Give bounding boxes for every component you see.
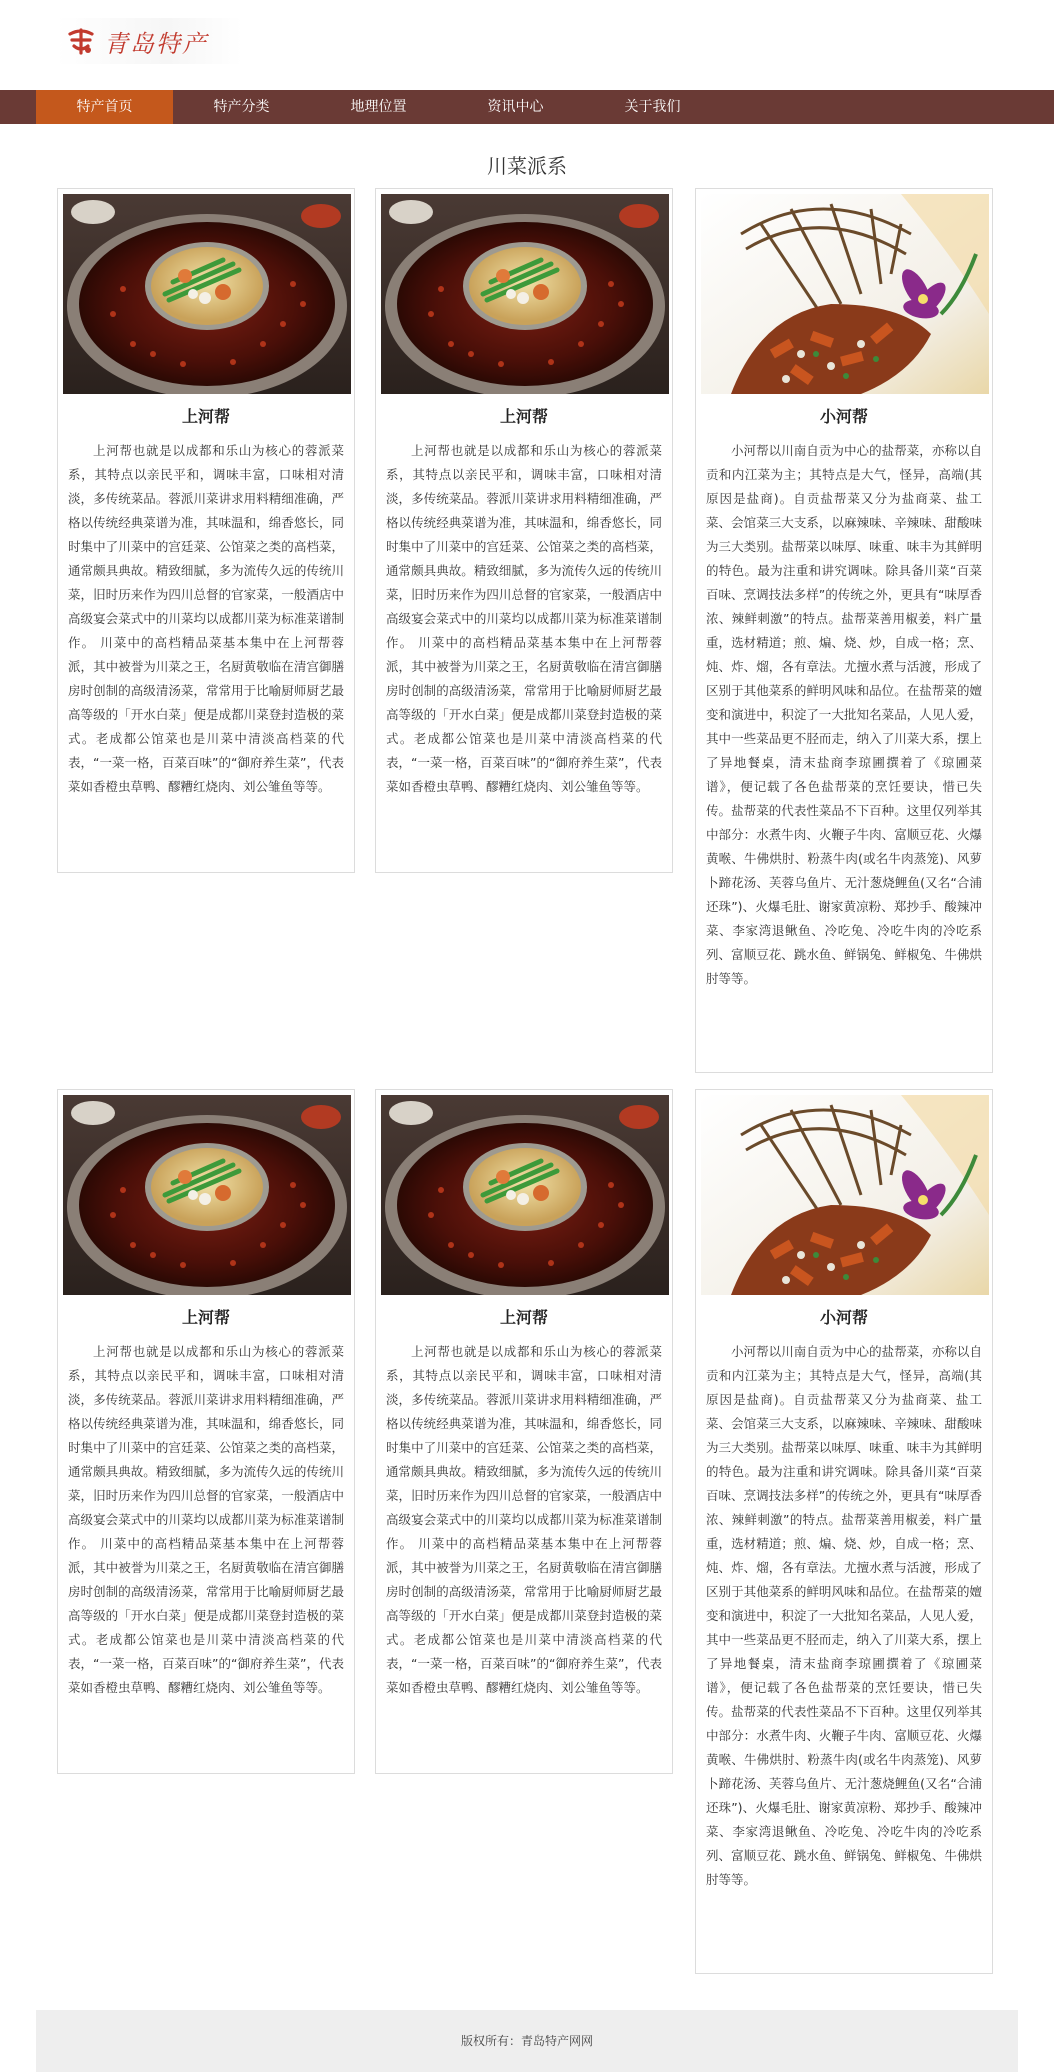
logo-seal-icon	[66, 26, 96, 56]
dish-description: 上河帮也就是以成都和乐山为核心的蓉派菜系，其特点以亲民平和，调味丰富，口味相对清淡，多传统菜品。蓉派川菜讲求用料精细准确，严格以传统经典菜谱为准，其味温和，绵香悠长，同时集中了川菜中的宫廷菜、公馆菜之类的高档菜，通常颇具典故。精致细腻，多为流传久远的传统川菜，旧时历来作为四川总督的官家菜，一般酒店中高级宴会菜式中的川菜均以成都川菜为标准菜谱制作。 川菜中的高档精品菜基本集中在上河帮蓉派，其中被誉为川菜之王，名厨黄敬临在清宫御膳房时创制的高级清汤菜，常常用于比喻厨师厨艺最高等级的「开水白菜」便是成都川菜登封造极的菜式。老成都公馆菜也是川菜中清淡高档菜的代表，“一菜一格，百菜百味”的“御府养生菜”，代表菜如香橙虫草鸭、醪糟红烧肉、刘公雏鱼等等。	[68, 443, 344, 794]
main-nav	[0, 90, 1054, 124]
logo-text: 青岛特产	[104, 29, 208, 58]
dish-description: 上河帮也就是以成都和乐山为核心的蓉派菜系，其特点以亲民平和，调味丰富，口味相对清淡，多传统菜品。蓉派川菜讲求用料精细准确，严格以传统经典菜谱为准，其味温和，绵香悠长，同时集中了川菜中的宫廷菜、公馆菜之类的高档菜，通常颇具典故。精致细腻，多为流传久远的传统川菜，旧时历来作为四川总督的官家菜，一般酒店中高级宴会菜式中的川菜均以成都川菜为标准菜谱制作。 川菜中的高档精品菜基本集中在上河帮蓉派，其中被誉为川菜之王，名厨黄敬临在清宫御膳房时创制的高级清汤菜，常常用于比喻厨师厨艺最高等级的「开水白菜」便是成都川菜登封造极的菜式。老成都公馆菜也是川菜中清淡高档菜的代表，“一菜一格，百菜百味”的“御府养生菜”，代表菜如香橙虫草鸭、醪糟红烧肉、刘公雏鱼等等。	[386, 1344, 662, 1695]
page-title: 川菜派系	[487, 154, 567, 178]
dish-description: 上河帮也就是以成都和乐山为核心的蓉派菜系，其特点以亲民平和，调味丰富，口味相对清淡，多传统菜品。蓉派川菜讲求用料精细准确，严格以传统经典菜谱为准，其味温和，绵香悠长，同时集中了川菜中的宫廷菜、公馆菜之类的高档菜，通常颇具典故。精致细腻，多为流传久远的传统川菜，旧时历来作为四川总督的官家菜，一般酒店中高级宴会菜式中的川菜均以成都川菜为标准菜谱制作。 川菜中的高档精品菜基本集中在上河帮蓉派，其中被誉为川菜之王，名厨黄敬临在清宫御膳房时创制的高级清汤菜，常常用于比喻厨师厨艺最高等级的「开水白菜」便是成都川菜登封造极的菜式。老成都公馆菜也是川菜中清淡高档菜的代表，“一菜一格，百菜百味”的“御府养生菜”，代表菜如香橙虫草鸭、醪糟红烧肉、刘公雏鱼等等。	[386, 443, 662, 794]
dish-description: 小河帮以川南自贡为中心的盐帮菜，亦称以自贡和内江菜为主；其特点是大气，怪异，高端(其原因是盐商)。自贡盐帮菜又分为盐商菜、盐工菜、会馆菜三大支系，以麻辣味、辛辣味、甜酸味为三大类别。盐帮菜以味厚、味重、味丰为其鲜明的特色。最为注重和讲究调味。除具备川菜“百菜百味、烹调技法多样”的传统之外，更具有“味厚香浓、辣鲜刺激”的特点。盐帮菜善用椒姜，料广量重，选材精道；煎、煸、烧、炒，自成一格；烹、炖、炸、熘，各有章法。尤擅水煮与活渡，形成了区别于其他菜系的鲜明风味和品位。在盐帮菜的嬗变和演进中，积淀了一大批知名菜品，人见人爱，其中一些菜品更不胫而走，纳入了川菜大系，摆上了异地餐桌，清末盐商李琼圃撰着了《琼圃菜谱》，便记载了各色盐帮菜的烹饪要诀，惜已失传。盐帮菜的代表性菜品不下百种。这里仅列举其中部分：水煮牛肉、火鞭子牛肉、富顺豆花、火爆黄喉、牛佛烘肘、粉蒸牛肉(或名牛肉蒸笼)、风萝卜蹄花汤、芙蓉乌鱼片、无汁葱烧鲤鱼(又名“合浦还珠”)、火爆毛肚、谢家黄凉粉、郑抄手、酸辣冲菜、李家湾退鳅鱼、冷吃兔、冷吃牛肉的冷吃系列、富顺豆花、跳水鱼、鲜锅兔、鲜椒兔、牛佛烘肘等等。	[706, 443, 982, 986]
copyright-text: 版权所有：青岛特产网网	[460, 2034, 593, 2048]
dish-name: 小河帮	[819, 1308, 868, 1327]
hotpot-photo	[63, 194, 351, 394]
dish-card[interactable]	[695, 1089, 993, 1974]
basket-photo	[701, 1095, 989, 1295]
basket-photo	[701, 194, 989, 394]
dish-card[interactable]	[375, 188, 673, 873]
dish-name: 上河帮	[499, 1308, 548, 1327]
hotpot-photo	[63, 1095, 351, 1295]
dish-card[interactable]	[57, 1089, 355, 1774]
hotpot-photo	[381, 194, 669, 394]
dish-card[interactable]	[57, 188, 355, 873]
nav-item-categories[interactable]: 特产分类	[213, 99, 270, 115]
nav-item-location[interactable]: 地理位置	[350, 99, 407, 115]
site-logo[interactable]	[56, 18, 242, 64]
nav-item-news[interactable]: 资讯中心	[487, 99, 544, 115]
nav-item-about[interactable]: 关于我们	[624, 99, 681, 115]
dish-name: 上河帮	[181, 1308, 230, 1327]
site-footer	[36, 2010, 1018, 2072]
dish-card[interactable]	[375, 1089, 673, 1774]
dish-description: 上河帮也就是以成都和乐山为核心的蓉派菜系，其特点以亲民平和，调味丰富，口味相对清淡，多传统菜品。蓉派川菜讲求用料精细准确，严格以传统经典菜谱为准，其味温和，绵香悠长，同时集中了川菜中的宫廷菜、公馆菜之类的高档菜，通常颇具典故。精致细腻，多为流传久远的传统川菜，旧时历来作为四川总督的官家菜，一般酒店中高级宴会菜式中的川菜均以成都川菜为标准菜谱制作。 川菜中的高档精品菜基本集中在上河帮蓉派，其中被誉为川菜之王，名厨黄敬临在清宫御膳房时创制的高级清汤菜，常常用于比喻厨师厨艺最高等级的「开水白菜」便是成都川菜登封造极的菜式。老成都公馆菜也是川菜中清淡高档菜的代表，“一菜一格，百菜百味”的“御府养生菜”，代表菜如香橙虫草鸭、醪糟红烧肉、刘公雏鱼等等。	[68, 1344, 344, 1695]
site-header	[0, 0, 1054, 90]
dish-description: 小河帮以川南自贡为中心的盐帮菜，亦称以自贡和内江菜为主；其特点是大气，怪异，高端(其原因是盐商)。自贡盐帮菜又分为盐商菜、盐工菜、会馆菜三大支系，以麻辣味、辛辣味、甜酸味为三大类别。盐帮菜以味厚、味重、味丰为其鲜明的特色。最为注重和讲究调味。除具备川菜“百菜百味、烹调技法多样”的传统之外，更具有“味厚香浓、辣鲜刺激”的特点。盐帮菜善用椒姜，料广量重，选材精道；煎、煸、烧、炒，自成一格；烹、炖、炸、熘，各有章法。尤擅水煮与活渡，形成了区别于其他菜系的鲜明风味和品位。在盐帮菜的嬗变和演进中，积淀了一大批知名菜品，人见人爱，其中一些菜品更不胫而走，纳入了川菜大系，摆上了异地餐桌，清末盐商李琼圃撰着了《琼圃菜谱》，便记载了各色盐帮菜的烹饪要诀，惜已失传。盐帮菜的代表性菜品不下百种。这里仅列举其中部分：水煮牛肉、火鞭子牛肉、富顺豆花、火爆黄喉、牛佛烘肘、粉蒸牛肉(或名牛肉蒸笼)、风萝卜蹄花汤、芙蓉乌鱼片、无汁葱烧鲤鱼(又名“合浦还珠”)、火爆毛肚、谢家黄凉粉、郑抄手、酸辣冲菜、李家湾退鳅鱼、冷吃兔、冷吃牛肉的冷吃系列、富顺豆花、跳水鱼、鲜锅兔、鲜椒兔、牛佛烘肘等等。	[706, 1344, 982, 1887]
nav-item-home[interactable]: 特产首页	[36, 90, 173, 124]
dish-card[interactable]	[695, 188, 993, 1073]
hotpot-photo	[381, 1095, 669, 1295]
dish-name: 上河帮	[181, 407, 230, 426]
dish-name: 上河帮	[499, 407, 548, 426]
dish-name: 小河帮	[819, 407, 868, 426]
